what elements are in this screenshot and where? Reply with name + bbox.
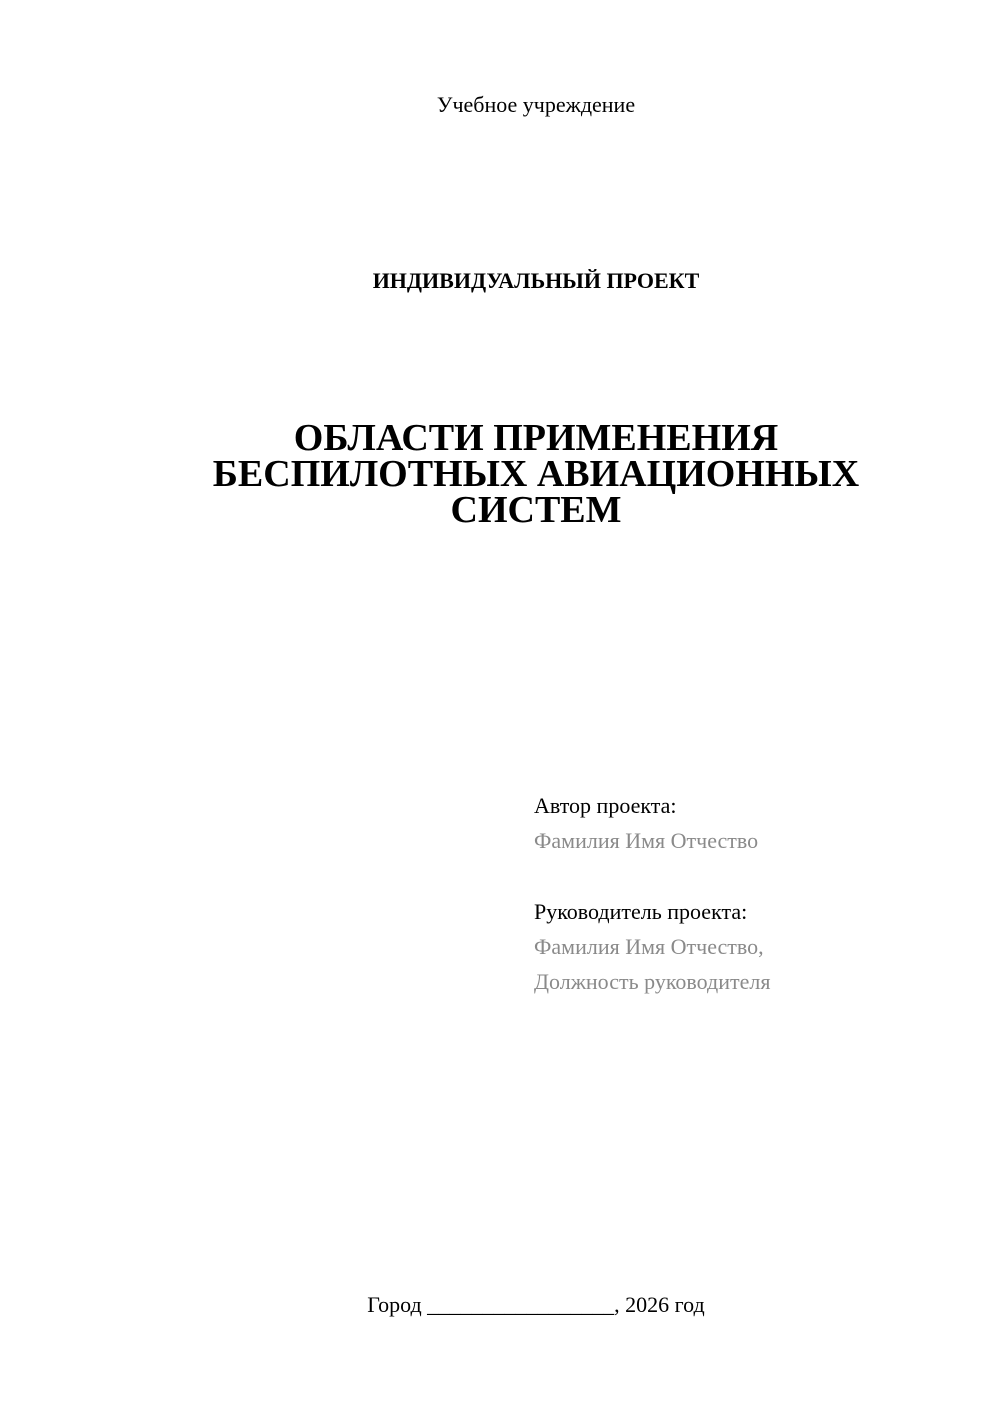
project-type-heading: ИНДИВИДУАЛЬНЫЙ ПРОЕКТ [372,268,700,293]
project-title-line-2: БЕСПИЛОТНЫХ АВИАЦИОННЫХ [212,453,860,495]
author-label: Автор проекта: [534,793,677,818]
project-title-line-3: СИСТЕМ [450,489,622,531]
author-name: Фамилия Имя Отчество [534,828,759,853]
supervisor-position: Должность руководителя [534,969,771,994]
supervisor-label: Руководитель проекта: [534,899,748,924]
credits-spacer [534,858,974,894]
supervisor-name: Фамилия Имя Отчество, [534,934,764,959]
project-title-line-1: ОБЛАСТИ ПРИМЕНЕНИЯ [293,417,779,459]
institution-name: Учебное учреждение [436,92,636,117]
city-year-line: Город _________________, 2026 год [367,1292,705,1317]
project-title [0,417,1000,531]
credits-block [534,788,974,999]
